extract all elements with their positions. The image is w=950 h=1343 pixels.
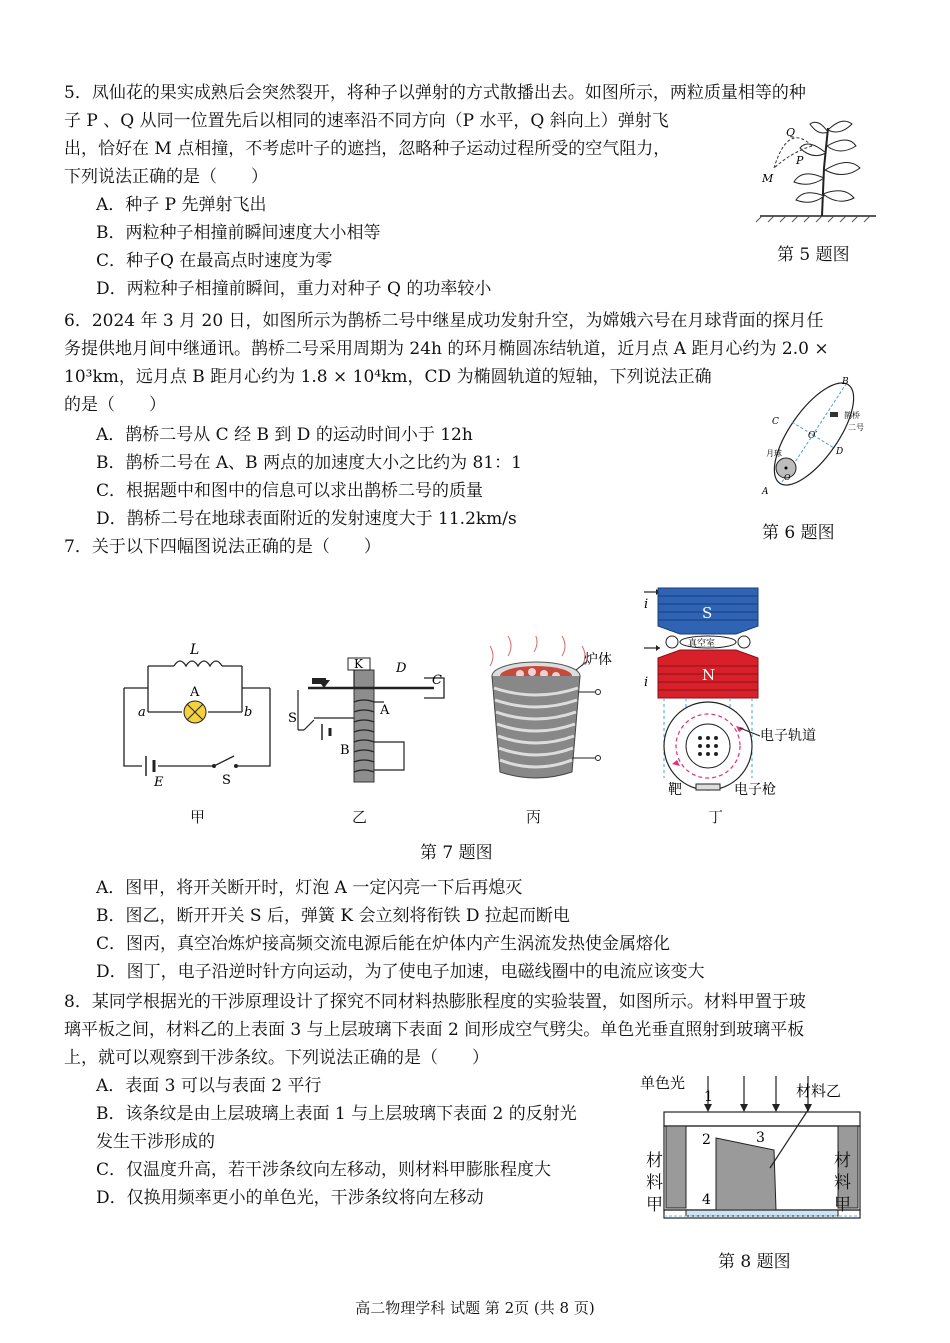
q7-option-c: C．图丙，真空冶炼炉接高频交流电源后能在炉体内产生涡流发热使金属熔化	[96, 934, 671, 954]
q7-option-b: B．图乙，断开开关 S 后，弹簧 K 会立刻将衔铁 D 拉起而断电	[96, 906, 570, 926]
q6-label-o-prime: O′	[808, 431, 818, 441]
q7-figure-bing	[472, 636, 632, 786]
q6-option-b: B．鹊桥二号在 A、B 两点的加速度大小之比约为 81：1	[96, 453, 522, 473]
bing-label-furnace: 炉体	[584, 652, 612, 668]
q8-label-mat-b: 材料乙	[796, 1082, 842, 1100]
ding-label-s: S	[702, 604, 713, 622]
page-footer: 高二物理学科 试题 第 2页 (共 8 页)	[355, 1299, 595, 1317]
yi-label-d: D	[396, 661, 407, 676]
yi-label-a: A	[380, 703, 390, 718]
q5-label-p: P	[796, 154, 804, 167]
q5-figure-plant	[752, 108, 882, 223]
q7-figure-yi	[284, 650, 454, 790]
q7-caption: 第 7 题图	[420, 843, 493, 863]
ding-label-target: 靶	[668, 782, 682, 798]
q5-line-3: 出，恰好在 M 点相撞，不考虑叶子的遮挡，忽略种子运动过程所受的空气阻力，	[64, 139, 671, 159]
jia-label-right: b	[244, 705, 253, 720]
q5-label-q: Q	[786, 126, 796, 139]
q8-label-2: 2	[702, 1132, 711, 1148]
q6-label-b: B	[842, 377, 849, 387]
q8-label-right-material: 材料甲	[834, 1151, 851, 1215]
q5-line-2: 子 P 、Q 从同一位置先后以相同的速率沿不同方向（P 水平，Q 斜向上）弹射飞	[64, 111, 669, 131]
q8-label-3: 3	[756, 1130, 765, 1146]
q8-figure-apparatus	[636, 1068, 866, 1238]
q6-option-d: D．鹊桥二号在地球表面附近的发射速度大于 11.2km/s	[96, 509, 517, 529]
yi-label-s: S	[288, 711, 297, 726]
q6-option-a: A．鹊桥二号从 C 经 B 到 D 的运动时间小于 12h	[96, 425, 473, 445]
q6-label-sat-1: 鹊桥	[844, 411, 860, 420]
q6-label-d: D	[836, 447, 844, 457]
q7-sublabel-ding: 丁	[708, 808, 724, 826]
jia-label-a: A	[190, 685, 200, 700]
q6-line-3: 10³km，远月点 B 距月心约为 1.8 × 10⁴km，CD 为椭圆轨道的短轴，下列说法正确	[64, 367, 712, 387]
q5-option-b: B．两粒种子相撞前瞬间速度大小相等	[96, 223, 381, 243]
q7-option-d: D．图丁，电子沿逆时针方向运动，为了使电子加速，电磁线圈中的电流应该变大	[96, 962, 705, 982]
q7-sublabel-jia: 甲	[190, 808, 206, 826]
q8-option-c: C．仅温度升高，若干涉条纹向左移动，则材料甲膨胀程度大	[96, 1160, 552, 1180]
q8-line-1: 8．某同学根据光的干涉原理设计了探究不同材料热膨胀程度的实验装置，如图所示。材料甲置于玻	[64, 992, 806, 1012]
yi-label-b: B	[340, 743, 350, 758]
q7-figure-jia	[118, 638, 278, 788]
jia-label-l: L	[190, 642, 200, 658]
jia-label-e: E	[154, 775, 164, 788]
q7-figure-ding	[636, 582, 836, 802]
q5-label-m: M	[762, 172, 774, 185]
ding-label-vacuum: 真空室	[688, 639, 716, 649]
q7-option-a: A．图甲，将开关断开时，灯泡 A 一定闪亮一下后再熄灭	[96, 878, 523, 898]
ding-label-n: N	[702, 666, 716, 684]
jia-label-s: S	[222, 773, 231, 788]
q8-line-3: 上，就可以观察到干涉条纹。下列说法正确的是（ ）	[64, 1048, 489, 1068]
q5-option-c: C．种子Q 在最高点时速度为零	[96, 251, 333, 271]
q5-line-1: 5．凤仙花的果实成熟后会突然裂开，将种子以弹射的方式散播出去。如图所示，两粒质量相等的种	[64, 83, 806, 103]
q8-option-d: D．仅换用频率更小的单色光，干涉条纹将向左移动	[96, 1188, 484, 1208]
yi-label-k: K	[354, 657, 363, 671]
q6-label-sat-2: 二号	[848, 423, 864, 432]
ding-label-i-top: i	[644, 597, 649, 612]
q6-label-a: A	[762, 487, 769, 497]
q5-option-a: A．种子 P 先弹射飞出	[96, 195, 267, 215]
q8-label-light: 单色光	[640, 1074, 686, 1092]
q8-option-b: B．该条纹是由上层玻璃上表面 1 与上层玻璃下表面 2 的反射光	[96, 1104, 577, 1124]
ding-label-i-bottom: i	[644, 675, 649, 690]
q6-label-c: C	[772, 417, 779, 427]
q6-figure-orbit	[752, 372, 882, 502]
jia-label-left: a	[138, 705, 146, 720]
q6-line-4: 的是（ ）	[64, 395, 166, 415]
q7-sublabel-bing: 丙	[526, 808, 542, 826]
q8-label-4: 4	[702, 1192, 711, 1208]
q8-line-2: 璃平板之间，材料乙的上表面 3 与上层玻璃下表面 2 间形成空气劈尖。单色光垂直照射到玻璃平板	[64, 1020, 805, 1040]
q8-option-a: A．表面 3 可以与表面 2 平行	[96, 1076, 322, 1096]
q6-line-1: 6．2024 年 3 月 20 日，如图所示为鹊桥二号中继星成功发射升空，为嫦娥六号在月球背面的探月任	[64, 311, 824, 331]
q6-option-c: C．根据题中和图中的信息可以求出鹊桥二号的质量	[96, 481, 484, 501]
q5-option-d: D．两粒种子相撞前瞬间，重力对种子 Q 的功率较小	[96, 279, 492, 299]
q8-label-1: 1	[704, 1089, 713, 1105]
q6-line-2: 务提供地月间中继通讯。鹊桥二号采用周期为 24h 的环月椭圆冻结轨道，近月点 A 距月心约为 2.0 ×	[64, 339, 829, 359]
q6-label-moon: 月球	[766, 449, 782, 458]
q6-caption: 第 6 题图	[762, 523, 835, 543]
q5-caption: 第 5 题图	[777, 245, 850, 265]
q6-label-o: O	[784, 473, 791, 482]
q8-label-left-material: 材料甲	[646, 1151, 663, 1215]
ding-label-track: 电子轨道	[760, 728, 816, 744]
ding-label-gun: 电子枪	[734, 782, 776, 798]
yi-label-c: C	[432, 673, 442, 688]
q8-caption: 第 8 题图	[718, 1252, 791, 1272]
q7-sublabel-yi: 乙	[352, 808, 368, 826]
q8-option-b-cont: 发生干涉形成的	[96, 1132, 215, 1152]
q7-stem: 7．关于以下四幅图说法正确的是（ ）	[64, 537, 381, 557]
q5-line-4: 下列说法正确的是（ ）	[64, 167, 268, 187]
